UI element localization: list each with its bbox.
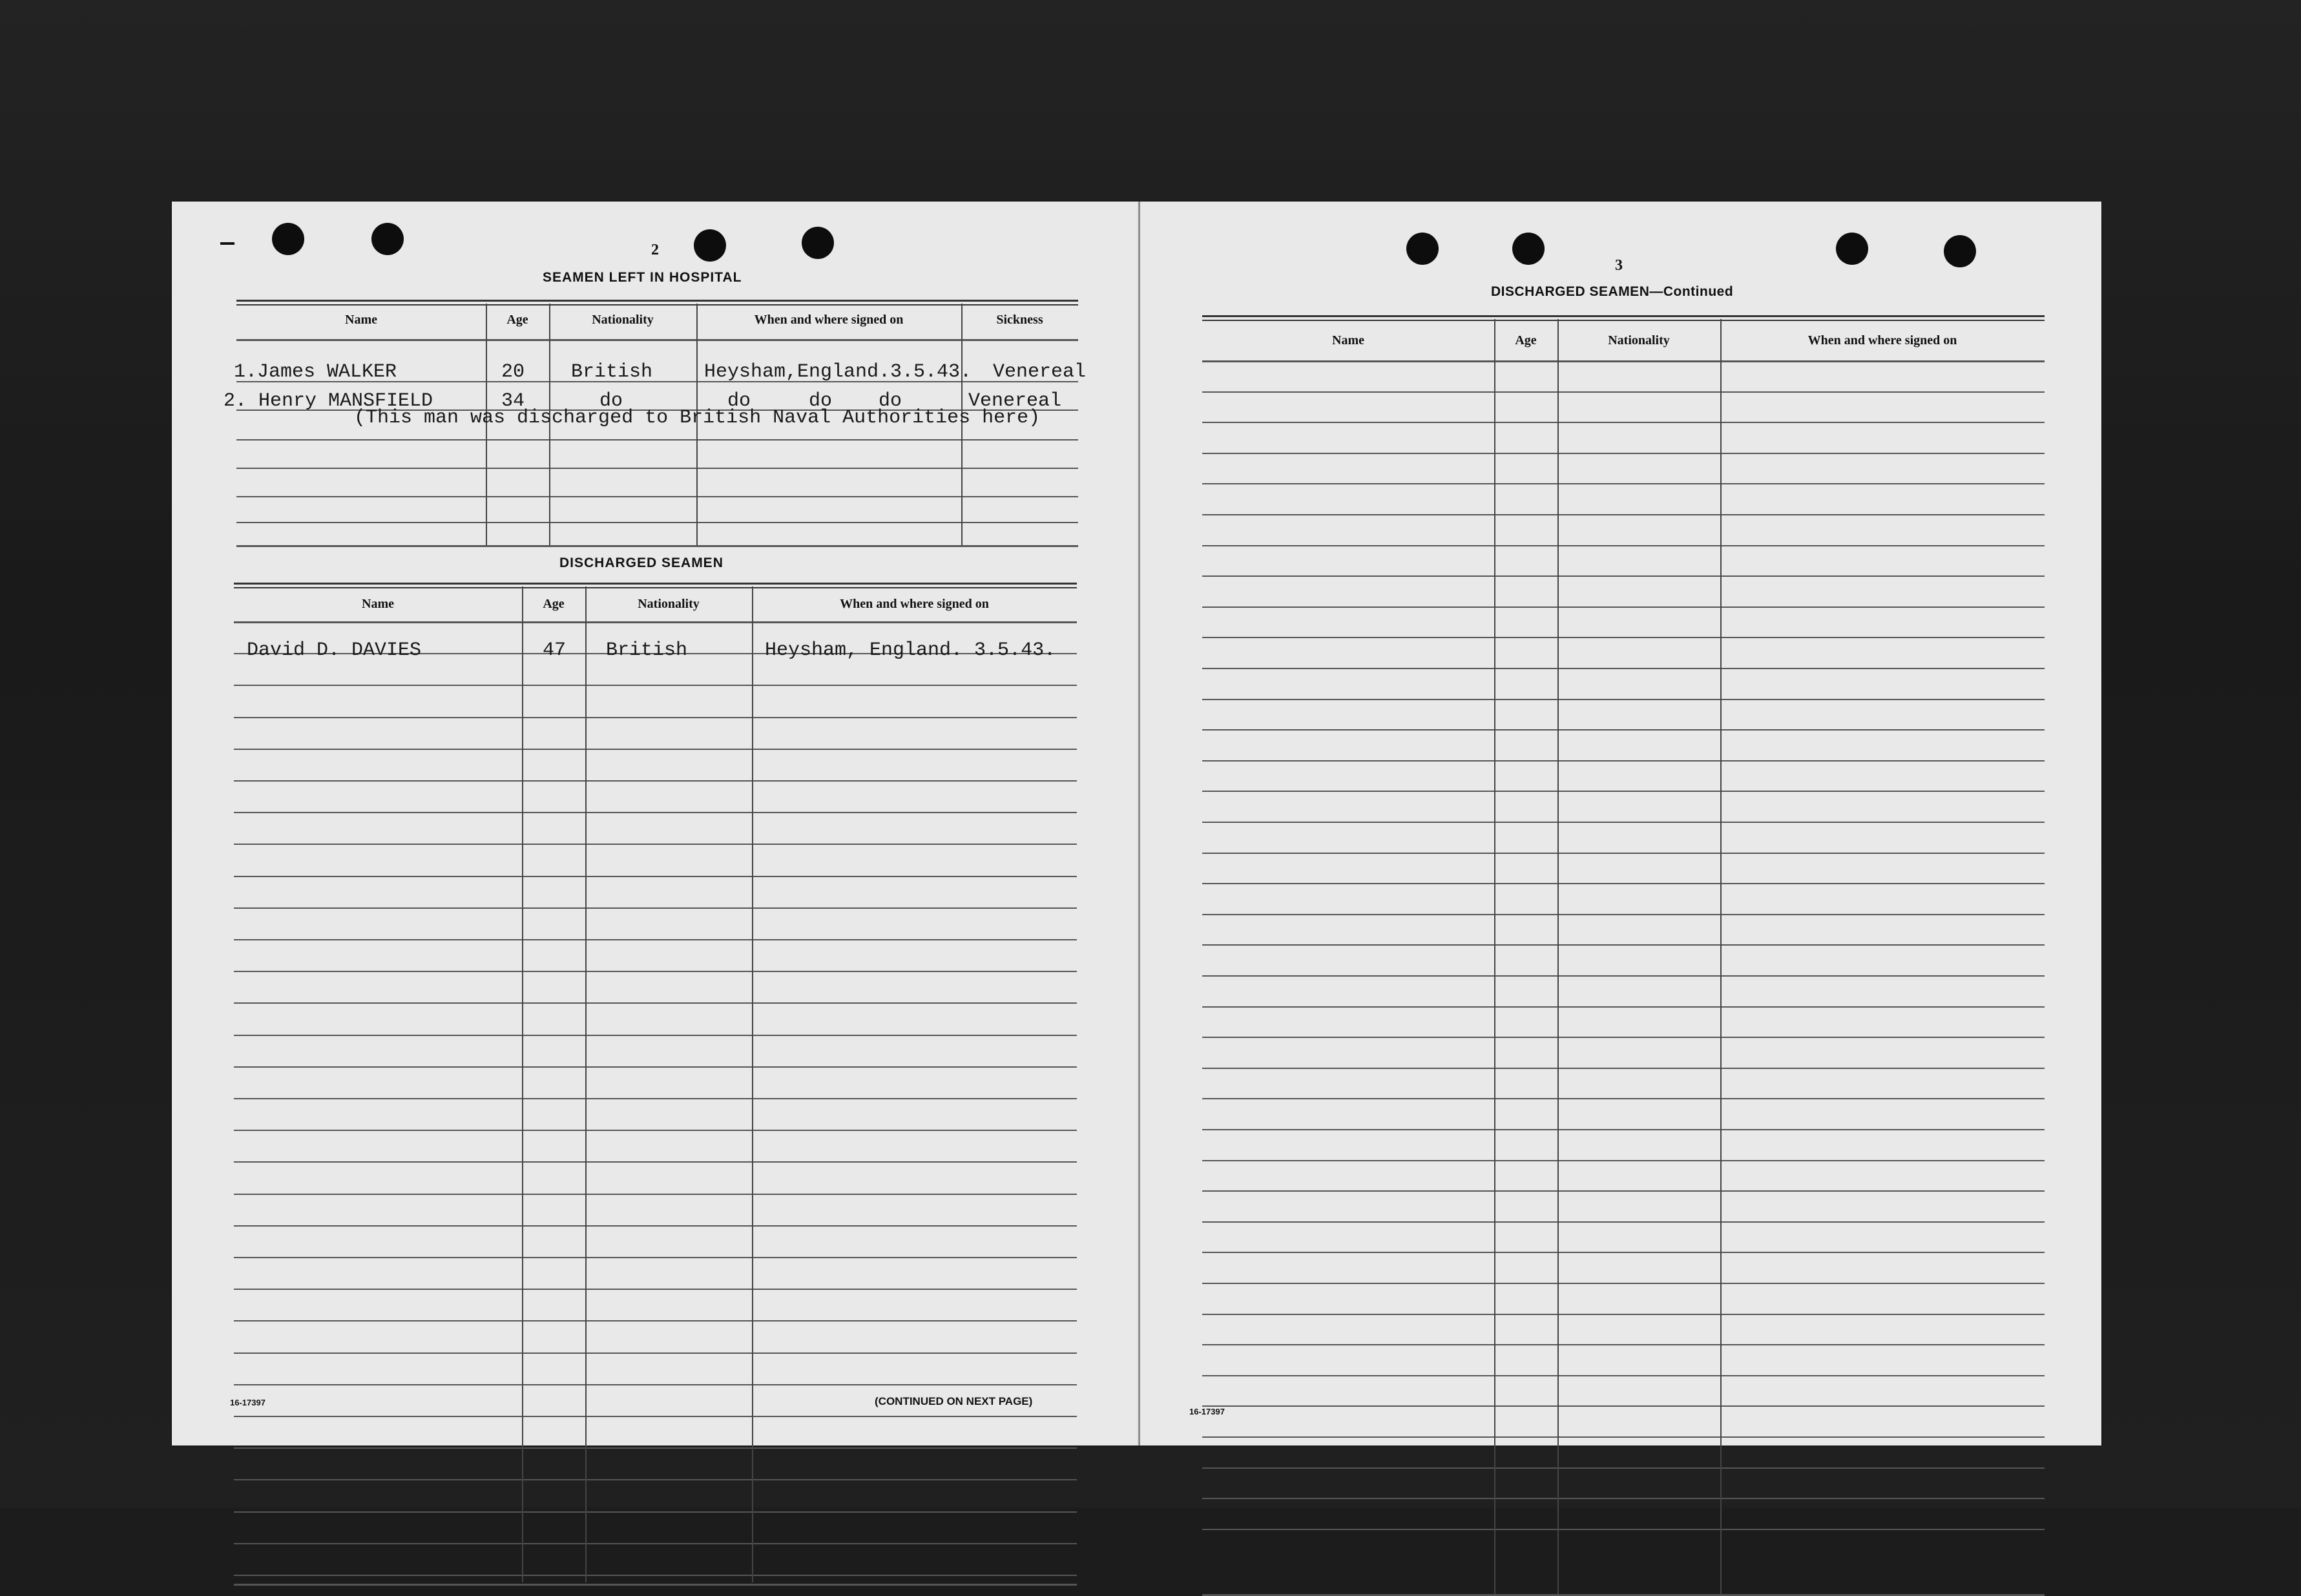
- hospital-row-2-nationality: do: [599, 390, 623, 412]
- row-rule: [234, 1130, 1077, 1131]
- row-rule: [1202, 1344, 2045, 1345]
- row-rule: [234, 1098, 1077, 1099]
- punch-hole: [371, 223, 404, 255]
- row-rule: [236, 522, 1078, 523]
- row-rule: [234, 1416, 1077, 1417]
- row-rule: [1202, 1160, 2045, 1161]
- column-divider: [585, 586, 587, 1582]
- row-rule: [234, 685, 1077, 686]
- row-rule: [234, 1002, 1077, 1004]
- row-rule: [1202, 391, 2045, 393]
- row-rule: [234, 876, 1077, 877]
- table-top-rule: [1202, 315, 2045, 321]
- column-divider: [1720, 319, 1722, 1594]
- row-rule: [234, 1447, 1077, 1449]
- column-divider: [1494, 319, 1495, 1594]
- row-rule: [234, 907, 1077, 909]
- row-rule: [234, 1289, 1077, 1290]
- row-rule: [1202, 975, 2045, 977]
- col-header-name: Name: [345, 313, 377, 327]
- column-divider: [752, 586, 753, 1582]
- row-rule: [234, 1479, 1077, 1480]
- page-number: 3: [1615, 257, 1623, 274]
- row-rule: [234, 1225, 1077, 1227]
- section-title-hospital: SEAMEN LEFT IN HOSPITAL: [543, 270, 742, 285]
- row-rule: [234, 1352, 1077, 1354]
- row-rule: [1202, 1529, 2045, 1530]
- hospital-row-1-signed-on: Heysham,England.3.5.43.: [704, 361, 972, 383]
- row-rule: [234, 812, 1077, 813]
- row-rule: [234, 780, 1077, 782]
- discharged-row-1-age: 47: [543, 639, 567, 661]
- row-rule: [234, 971, 1077, 972]
- col-header-sickness: Sickness: [996, 313, 1043, 327]
- section-title-discharged-continued: DISCHARGED SEAMEN—Continued: [1491, 284, 1734, 299]
- column-divider: [522, 586, 523, 1582]
- row-rule: [1202, 1252, 2045, 1253]
- row-rule: [234, 1575, 1077, 1576]
- hospital-row-1-age: 20: [501, 361, 525, 383]
- row-rule: [1202, 575, 2045, 577]
- col-header-nationality: Nationality: [592, 313, 654, 327]
- punch-hole: [802, 227, 834, 259]
- right-page: [1139, 202, 2101, 1446]
- row-rule: [1202, 1467, 2045, 1469]
- row-rule: [1202, 545, 2045, 546]
- row-rule: [234, 1161, 1077, 1163]
- form-number: 16-17397: [1189, 1407, 1225, 1416]
- row-rule: [1202, 883, 2045, 884]
- row-rule: [234, 1384, 1077, 1385]
- column-divider: [1557, 319, 1559, 1594]
- row-rule: [1202, 422, 2045, 423]
- continued-footer: (CONTINUED ON NEXT PAGE): [875, 1395, 1033, 1407]
- hospital-row-2-sickness: Venereal: [968, 390, 1062, 412]
- section-title-discharged: DISCHARGED SEAMEN: [559, 555, 724, 570]
- table-top-rule: [234, 583, 1077, 588]
- row-rule: [234, 844, 1077, 845]
- row-rule: [1202, 791, 2045, 792]
- row-rule: [234, 1035, 1077, 1036]
- punch-hole: [1836, 233, 1868, 265]
- row-rule: [1202, 514, 2045, 515]
- punch-hole: [1512, 233, 1545, 265]
- scan-mark: [220, 242, 234, 245]
- punch-hole: [694, 229, 726, 262]
- col-header-age: Age: [506, 313, 528, 327]
- row-rule: [1202, 1436, 2045, 1438]
- hospital-row-2-age: 34: [501, 390, 525, 412]
- row-rule: [234, 1257, 1077, 1258]
- row-rule: [234, 1320, 1077, 1321]
- page-number: 2: [651, 242, 659, 258]
- discharged-row-1-name: David D. DAVIES: [247, 639, 422, 661]
- punch-hole: [272, 223, 304, 255]
- row-rule: [1202, 822, 2045, 823]
- row-rule: [1202, 944, 2045, 946]
- col-header-nationality: Nationality: [1608, 333, 1670, 347]
- row-rule: [1202, 1498, 2045, 1499]
- row-rule: [1202, 606, 2045, 608]
- row-rule: [1202, 760, 2045, 762]
- row-rule: [234, 1066, 1077, 1068]
- row-rule: [236, 439, 1078, 440]
- row-rule: [1202, 1006, 2045, 1008]
- table-top-rule: [236, 300, 1078, 306]
- row-rule: [1202, 453, 2045, 454]
- row-rule: [234, 749, 1077, 750]
- row-rule: [1202, 1098, 2045, 1099]
- table-bottom-rule: [236, 545, 1078, 547]
- row-rule: [1202, 360, 2045, 362]
- row-rule: [1202, 1190, 2045, 1192]
- col-header-age: Age: [1515, 333, 1537, 347]
- header-rule: [236, 339, 1078, 341]
- hospital-row-1-sickness: Venereal: [993, 361, 1087, 383]
- col-header-name: Name: [362, 597, 394, 611]
- row-rule: [234, 1194, 1077, 1195]
- row-rule: [1202, 1314, 2045, 1315]
- punch-hole: [1406, 233, 1439, 265]
- col-header-signed-on: When and where signed on: [840, 597, 989, 611]
- row-rule: [234, 939, 1077, 940]
- left-page: [172, 202, 1139, 1446]
- row-rule: [1202, 1283, 2045, 1284]
- row-rule: [234, 1584, 1077, 1586]
- row-rule: [1202, 853, 2045, 854]
- row-rule: [236, 468, 1078, 469]
- row-rule: [1202, 668, 2045, 669]
- row-rule: [1202, 483, 2045, 484]
- row-rule: [1202, 1037, 2045, 1038]
- hospital-row-1-nationality: British: [571, 361, 653, 383]
- punch-hole: [1944, 235, 1976, 267]
- discharged-row-1-signed-on: Heysham, England. 3.5.43.: [765, 639, 1056, 661]
- row-rule: [236, 496, 1078, 497]
- row-rule: [1202, 637, 2045, 638]
- discharged-row-1-nationality: British: [606, 639, 688, 661]
- row-rule: [1202, 699, 2045, 700]
- row-rule: [1202, 1375, 2045, 1376]
- hospital-row-2-signed-on: do do do: [727, 390, 902, 412]
- col-header-signed-on: When and where signed on: [1807, 333, 1957, 347]
- row-rule: [234, 621, 1077, 623]
- row-rule: [1202, 1129, 2045, 1130]
- col-header-signed-on: When and where signed on: [754, 313, 904, 327]
- row-rule: [234, 1543, 1077, 1544]
- col-header-name: Name: [1332, 333, 1364, 347]
- row-rule: [234, 717, 1077, 718]
- row-rule: [1202, 1405, 2045, 1407]
- row-rule: [1202, 729, 2045, 731]
- form-number: 16-17397: [230, 1398, 266, 1407]
- hospital-row-1-name: 1.James WALKER: [234, 361, 397, 383]
- row-rule: [1202, 914, 2045, 915]
- row-rule: [234, 1511, 1077, 1513]
- hospital-note: (This man was discharged to British Naval Authorities here): [354, 407, 1041, 429]
- row-rule: [1202, 1221, 2045, 1223]
- hospital-row-2-name: 2. Henry MANSFIELD: [224, 390, 433, 412]
- col-header-nationality: Nationality: [638, 597, 700, 611]
- col-header-age: Age: [543, 597, 565, 611]
- row-rule: [1202, 1068, 2045, 1069]
